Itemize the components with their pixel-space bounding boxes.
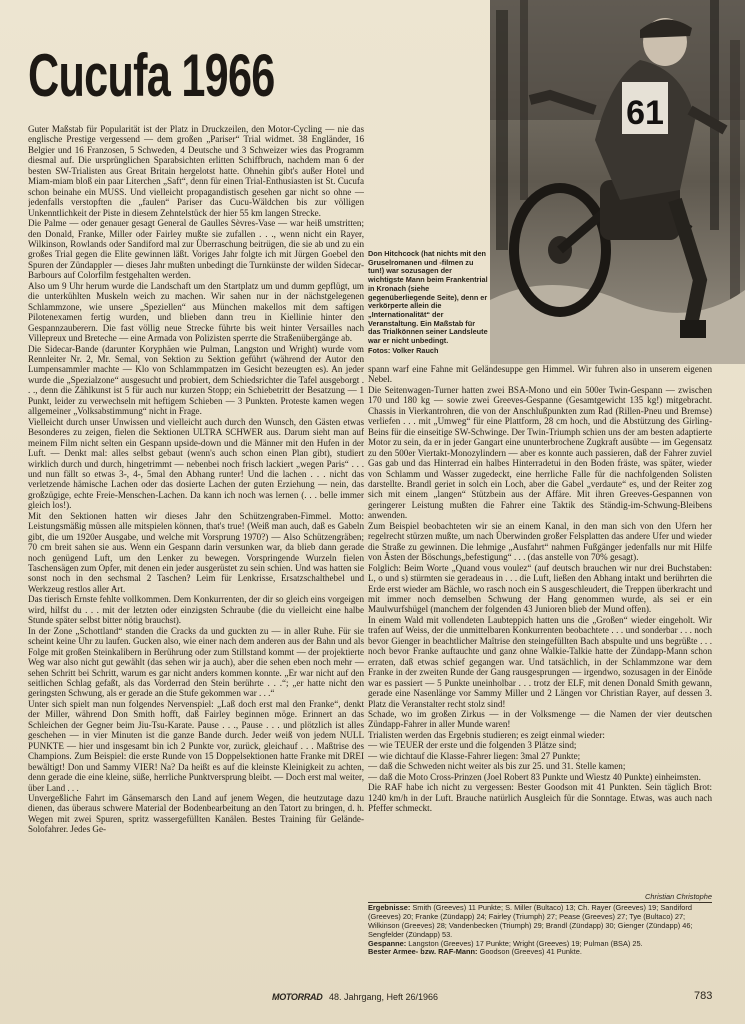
article-column-left: [28, 124, 364, 964]
paragraph: Die Seitenwagen-Turner hatten zwei BSA-Mono und ein 500er Twin-Gespann — zwischen 170 und 180 kg — sowie zwei Greeves-Gespanne (Gesamtgewicht 135 kg!) mitgebracht. Chassis in Vierkantrohren, die von der Anschlußpunkten zum Rad (Rillen-Pneu und Bremse) verliefen . . . mit „Umweg“ für eine Plattform, 28 cm hoch, und die Abstützung des Girling-Beins für die einseitige SW-Schwinge. Der Twin-Triumph schien uns der am besten adaptierte Motor zu sein, da er in jeder Gangart eine ununterbrochene Zugkraft ausübte — im Gegensatz zu den 500er Viertakt-Monozylindern — aber es konnte auch passieren, daß der Fahrer zuviel Gas gab und das Hinterrad ein halbes Hinterradetui in den Boden fräste, was später, wieder von Schlamm und Wasser zugedeckt, eine herrliche Falle für die nachfolgenden Solisten darstellte. Brandl geriet in solch ein Loch, aber die Gabel „verdaute“ es, und der Reiter zog sich mit einem „langen“ Stützbein aus der Affäre. Mit ihren Greeves-Gespannen von geringerer Leistung mußten die Fahrer eine Taktik des Ständig-im-Schwung-Bleibens anwenden.: [368, 384, 712, 521]
results-label: Gespanne:: [368, 938, 407, 948]
results-label: Bester Armee- bzw. RAF-Mann:: [368, 947, 478, 957]
paragraph: Also um 9 Uhr herum wurde die Landschaft um den Startplatz um und dumm gepflügt, um die unterkühlten Muskeln weich zu machen. Wir sahen nur in der nächstgelegenen Schlammzone, wie unsere „Speziellen“ aus München makellos mit dem saftigen Pilotenexamen fertig wurden, und blieben dann treu in Kiellinie hinter den Gespannzauberern. Die fast völlig neue Strecke führte bis weit hinter Versailles nach Villepreux und Breteche — eine Armada von Polizisten sperrte die Straßenübergänge ab.: [28, 280, 364, 344]
paragraph: Die Palme — oder genauer gesagt General de Gaulles Sèvres-Vase — war heiß umstritten; den Donald, Franke, Miller oder Fairley mußte sie zufallen . . ., wenn nicht ein Rayer, Wilkinson, Rowlands oder Sandiford mal zur Überraschung beitrügen, die sie ab und zu ein großes Trial gegen die Elite gewinnen läßt. Voriges Jahr folgte ich mit Jürgen Goebel den Spuren der Zündappler — dieses Jahr mußten unbedingt die Turnkünste der wilden Sidecar-Barbours auf Colorfilm festgehalten werden.: [28, 218, 364, 281]
paragraph: Guter Maßstab für Popularität ist der Platz in Druckzeilen, den Motor-Cycling — nie das englische Prestige vergessend — dem großen „Pariser“ Trial widmet. 38 Engländer, 16 Belgier und 16 Franzosen, 5 Schweden, 4 Deutsche und 3 Schweizer wies das Programm diesmal auf. Die ursprünglichen Sparabsichten erlitten Schiffbruch, nachdem man 6 der besten SW-Trialisten aus Great Britain hergelotst hatte. Ohnehin gibt's außer Hotel und Miam-miam bloß ein paar Literchen „Saft“, denn für einen Trial-Enthusiasten ist St. Cucufa schon beinahe ein MUSS. Und vielleicht propagandistisch gesehen gar nicht so ohne — jedenfalls verstopften die „faulen“ Pariser das Cucu-Wäldchen bis zur völligen Unkenntlichkeit der Piste in diesem Zehntelstück der hier 55 km langen Strecke.: [28, 124, 364, 218]
photo-credit: Fotos: Volker Rauch: [368, 345, 439, 355]
article-column-right: [368, 364, 712, 884]
paragraph: Trialisten werden das Ergebnis studieren; es zeigt einmal wieder:: [368, 729, 605, 740]
results-text: Smith (Greeves) 11 Punkte; S. Miller (Bultaco) 13; Ch. Rayer (Greeves) 19; Sandiford (Greeves) 20; Franke (Zündapp) 24; Fairley (Triumph) 27; Pease (Greeves) 27; Tye (Bultaco) 27; Wilkinson (Greeves) 28; Vandenbecken (Triumph) 29; Brandl (Zündapp) 30; Gienger (Zündapp) 46; Sengfelder (Zündapp) 53.: [368, 902, 693, 939]
photo-caption: [368, 250, 488, 355]
paragraph: Mit den Sektionen hatten wir dieses Jahr den Schützengraben-Fimmel. Motto: Leistungsmäßig müssen alle mitspielen können, that's true! (Weiß man auch, daß es Gabeln gibt, die um 1920er Ausgabe, und welche mit Vorsprung 1970?) — Also Schützengräben; 70 cm breit sahen sie aus. Wenn ein Gespann darin versunken war, da blieb dann gerade noch genügend Luft, um den Lenker zu bewegen. Vorspringende Wurzeln fielen Taschensägen zum Opfer, mit denen ein jeder ausgerüstet zu sein schien. Und was hatten sie sonst noch in den sechsmal 2 Taschen? Leim für Lenkrisse, Ersatzschalthebel und Werkzeug restlos aller Art.: [28, 510, 364, 594]
paragraph: Zum Beispiel beobachteten wir sie an einem Kanal, in den man sich von den Ufern her regelrecht stürzen mußte, um nach Überwinden großer Felsplatten das andere Ufer und wieder die Straße zu gewinnen. Die lehmige „Ausfahrt“ nahmen Fußgänger jedenfalls nur mit Hilfe von Ästen der Böschungs„befestigung“ . . . (das anstelle von 70% gesagt).: [368, 520, 712, 563]
results-raf: [368, 948, 712, 957]
photo-caption-text: Don Hitchcock (hat nichts mit den Gruselromanen und -filmen zu tun!) war sozusagen der wichtigste Mann beim Frankentrial in Kronach (siehe gegenüberliegende Seite), denn er verkörperte allein die „Internationalität“ der Veranstaltung. Ein Maßstab für das Trialkönnen seiner Landsleute war er nicht unbedingt.: [368, 249, 488, 346]
results-text: Langston (Greeves) 17 Punkte; Wright (Greeves) 19; Pulman (BSA) 25.: [408, 938, 643, 948]
rider-photo: [490, 0, 745, 364]
rider-photo-graphic: [490, 0, 745, 364]
article-title: Cucufa 1966: [28, 42, 275, 109]
paragraph: Unvergeßliche Fahrt im Gänsemarsch den Land auf jenem Wegen, die heutzutage dazu dienen, das überaus schwere Material der Bodenbearbeitung an den Tatort zu bringen, d. h. Wegen mit zwei Spuren, spritz wassergefüllten Kanälen. Bestes Training für Gelände-Solofahrer. Jedes Ge-: [28, 793, 364, 835]
page-number: 783: [694, 990, 713, 1002]
magazine-name: MOTORRAD: [272, 992, 323, 1002]
results-label: Ergebnisse:: [368, 902, 411, 912]
paragraph: Schade, wo im großen Zirkus — in der Volksmenge — die Namen der vier deutschen Zündapp-Fahrer in aller Munde waren!: [368, 708, 712, 730]
list-item: — wie TEUER der erste und die folgenden 3 Plätze sind;: [368, 740, 577, 751]
rider-number: 61: [626, 94, 664, 132]
paragraph: In einem Wald mit vollendeten Laubteppich hatten uns die „Großen“ wieder eingeholt. Wir trafen auf Weiss, der die unmittelbaren Konkurrenten beobachtete . . . und sonderbar . . . noch bevor Gienger in beachtlicher Maîtrise den steingefüllten Bach abspulte und uns begrüßte . . . noch bevor Franke auftauchte und ganz ohne Walkie-Talkie hatte der Zündapp-Mann schon erraten, daß etwas schief gegangen war. Und tatsächlich, in der Schlammzone war dem Franke in der zweiten Runde der Gang rausgesprungen — irgendwo, sozusagen in der Einöde war es passiert — 5 Punkte uneinholbar . . . trotz der ELF, mit denen Donald Smith gewann, gerade eine Nasenlänge vor Sammy Miller und 2 Längen vor Christian Rayer, auf dessen 3. Platz die Veranstalter recht stolz sind!: [368, 614, 712, 709]
paragraph: Die RAF habe ich nicht zu vergessen: Bester Goodson mit 41 Punkten. Sein täglich Brot: 1240 km/h in der Luft. Brauche natürlich Ausgleich für die Sonntage. Etwas, was auch nach Pfeffer schmeckt.: [368, 782, 712, 814]
paragraph: Vielleicht durch unser Unwissen und vielleicht auch durch den Wunsch, den Gästen etwas Besonderes zu zeigen, fielen die Sektionen ULTRA SCHWER aus. Darum sieht man auf meinem Film nicht selten ein Gespann upside-down und die Männer mit den Hufen in der Luft. — Denkt mal: alles selbst gebaut (wenn's auch schon einen Plan gibt), studiert wirklich durch und durch, hingetrimmt — nebenbei noch frisch lackiert „wegen Paris“ . . . und nun fällt so etwas 3-, 4-, 5mal den Abhang runter! Und die lachen . . . nicht das verletzende hämische Lachen oder das dosierte Lachen der guten Erziehung — nein, das großzügige, echte Freie-Menschen-Lachen. Da kann ich noch was lernen (. . . belle immer gleich los!).: [28, 416, 364, 511]
results-text: Goodson (Greeves) 41 Punkte.: [479, 947, 582, 957]
paragraph: spann warf eine Fahne mit Geländesuppe gen Himmel. Wir fuhren also in unserem eigenen Nebel.: [368, 364, 712, 385]
paragraph: Das tierisch Ernste fehlte vollkommen. Dem Konkurrenten, der dir so gleich eins vorgeigen wird, hilfst du . . . mit der letzten oder einzigsten Schraube (die du vielleicht eine halbe Stunde später selbst bitter nötig brauchst).: [28, 594, 364, 626]
results-solo: [368, 904, 712, 940]
results-box: [368, 893, 712, 957]
issue-info: 48. Jahrgang, Heft 26/1966: [328, 992, 439, 1002]
article-author: Christian Christophe: [645, 892, 712, 901]
list-item: — daß die Moto Cross-Prinzen (Joel Robert 83 Punkte und Wiestz 40 Punkte) einheimsten.: [368, 771, 701, 782]
list-item: — wie dichtauf die Klasse-Fahrer liegen: 3mal 27 Punkte;: [368, 750, 581, 761]
paragraph: Die Sidecar-Bande (darunter Koryphäen wie Pulman, Langston und Wright) wurde vom Rennleiter Nr. 2, Mr. Semal, von Sektion zu Sektion geführt (während der Autor den Lumpensammler machte — Klo von Schlammpatzen im Gesicht bezeugten es). An jeder wurde die „Spezialzone“ ausgesucht und probiert, dem Schiedsrichter die Tafel ausgeborgt . . ., denn die Zählkunst ist 5 für auch nur kurzen Stopp; ein Schiebetritt der Besatzung — 1 Punkt, leider zu verwechseln mit heftigem Schieben — 3 Punkten. Proteste kamen wegen allgemeiner „Volksabstimmung“ nicht in Frage.: [28, 343, 364, 417]
paragraph: In der Zone „Schottland“ standen die Cracks da und guckten zu — in aller Ruhe. Für sie scheint keine Uhr zu laufen. Gucken also, wie einer nach dem anderen aus der Bahn und als Folge mit großen Steinkalibern in Berührung oder zum Stillstand kommt — der projektierte Weg war also nicht gut gewählt (das sehen wir ja auch), aber die sehen eben noch mehr — sehen Schritt bei Schritt, warum es gar nicht anders kommen konnte. „Er war nicht auf den seitlichen Schlag gefaßt, als das Vorderrad den Stein berührte . . .“; „er hatte nicht den geringsten Schwung, als er gerade an die Stufe gekommen war . . .“: [28, 625, 364, 699]
paragraph: Folglich: Beim Worte „Quand vous voulez“ (auf deutsch brauchen wir nur drei Buchstaben: L, o und s) stürmten sie geradeaus in . . . die Luft, ließen den Abhang intakt und berührten die Erde erst wieder am Bächle, wo rasch noch ein S ausgeschleudert, die Treppen überkracht und mit immer noch demselben Schwung der Hang genommen wurde, als sei er ein Maulwurfshügel (manchem der folgenden 43 Junioren blieb der Mund offen).: [368, 562, 712, 615]
paragraph: Unter sich spielt man nun folgendes Nervenspiel: „Laß doch erst mal den Franke“, denkt der Miller, während Don Smith hofft, daß Fairley beginnen möge. Erinnert an das Schleichen der Gegner beim Jiu-Tsu-Karate. Pause . . ., Pause . . . und plötzlich ist alles geschehen — in vier Minuten ist die ganze Bande durch. Jeder weiß von jedem NULL PUNKTE — hier und insgesamt bin ich 2 Punkte vor, zurück, gleichauf . . . Maßtrise des Champions. Zum Beispiel: die erste Runde von 15 Doppelsektionen hatte Franke mit DREI bewältigt! Don und Sammy VIER! Na? Da heißt es auf die kleinste Kleinigkeit zu achten, denn gerade die eine kleine, süße, herrliche Punktversprung bleibt. — Doch erst mal weiter, über Land . . .: [28, 698, 364, 793]
list-item: — daß die Schweden nicht weiter als bis zur 25. und 31. Stelle kamen;: [368, 761, 626, 772]
page-footer: [272, 992, 438, 1002]
